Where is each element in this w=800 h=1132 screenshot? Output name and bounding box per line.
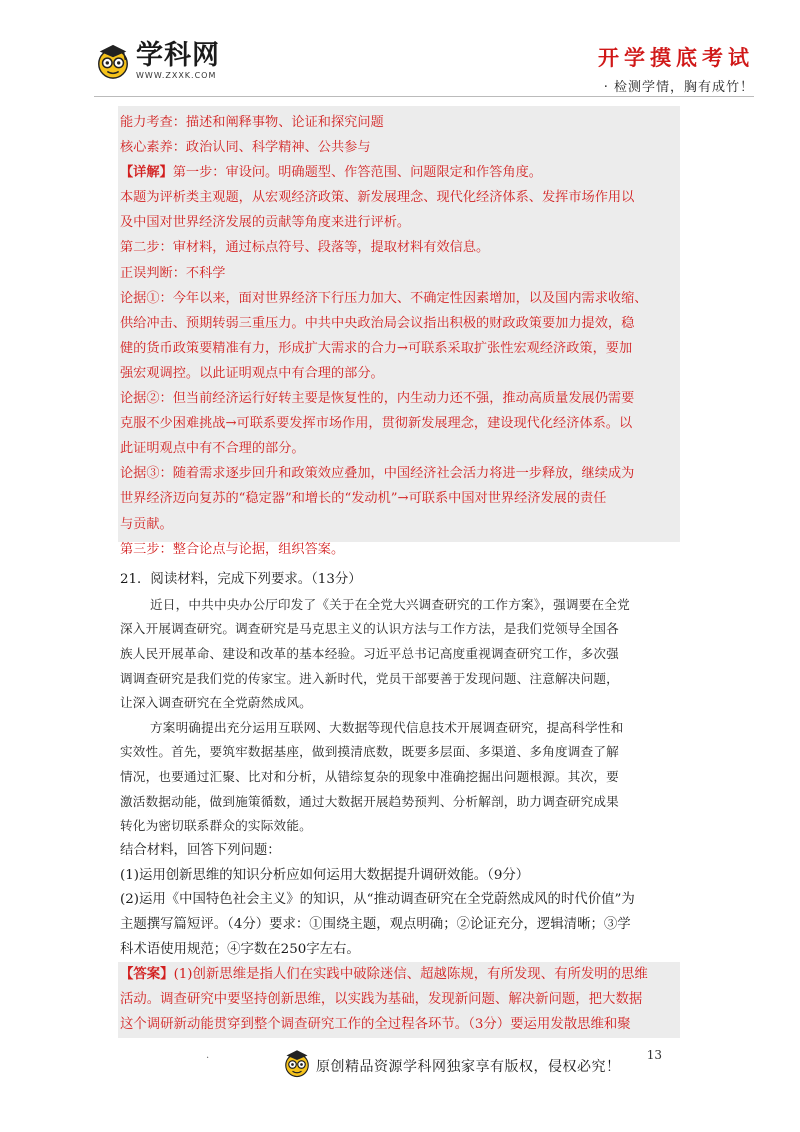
answer-line: 这个调研新动能贯穿到整个调查研究工作的全过程各环节。（3分）要运用发散思维和聚 [120, 1017, 631, 1032]
analysis-line: 此证明观点中有不合理的部分。 [120, 441, 305, 457]
page-number: 13 [646, 1048, 662, 1062]
analysis-line: 第二步：审材料，通过标点符号、段落等，提取材料有效信息。 [120, 240, 490, 256]
detail-tag: 【详解】 [120, 165, 173, 181]
analysis-line: 健的货币政策要精准有力，形成扩大需求的合力→可联系采取扩张性宏观经济政策，要加 [120, 340, 633, 356]
page-footer [0, 1040, 800, 1120]
header-divider [94, 96, 754, 97]
material-line: 转化为密切联系群众的实际效能。 [120, 818, 312, 834]
analysis-line: 论据②：但当前经济运行好转主要是恢复性的，内生动力还不强，推动高质量发展仍需要 [120, 391, 635, 407]
analysis-line: 及中国对世界经济发展的贡献等角度来进行评析。 [120, 215, 411, 231]
analysis-line: 正误判断：不科学 [120, 265, 226, 281]
material-line: 实效性。首先，要筑牢数据基座，做到摸清底数，既要多层面、多渠道、多角度调查了解 [120, 744, 619, 760]
material-line: 激活数据动能，做到施策循数，通过大数据开展趋势预判、分析解剖，助力调查研究成果 [120, 793, 619, 809]
answer-tag: 【答案】 [120, 966, 174, 982]
sub-question-2: 科术语使用规范；④字数在250字左右。 [120, 941, 360, 957]
question-21 [120, 568, 680, 963]
analysis-line: 供给冲击、预期转弱三重压力。中共中央政治局会议指出积极的财政政策要加力提效，稳 [120, 315, 635, 331]
sub-question-2: (2)运用《中国特色社会主义》的知识，从“推动调查研究在全党蔚然成风的时代价值”为 [120, 892, 635, 908]
mascot-icon [94, 42, 132, 80]
question-title: 21．阅读材料，完成下列要求。（13分） [120, 572, 362, 587]
footer-dot: . [206, 1050, 210, 1061]
material-line: 近日，中共中央办公厅印发了《关于在全党大兴调查研究的工作方案》，强调要在全党 [150, 596, 630, 612]
material-line: 方案明确提出充分运用互联网、大数据等现代信息技术开展调查研究，提高科学性和 [150, 719, 624, 735]
slogan-sub: · 检测学情，胸有成竹！ [603, 80, 754, 95]
material-line: 族人民开展革命、建设和改革的基本经验。习近平总书记高度重视调查研究工作，多次强 [120, 645, 619, 661]
analysis-line: 世界经济迈向复苏的“稳定器”和增长的“发动机”→可联系中国对世界经济发展的责任 [120, 491, 607, 507]
mascot-icon [282, 1048, 312, 1078]
analysis-line: 论据①：今年以来，面对世界经济下行压力加大、不确定性因素增加，以及国内需求收缩、 [120, 290, 648, 306]
logo-url: WWW.ZXXK.COM [136, 71, 217, 80]
answer-line [120, 962, 678, 987]
material-line: 情况，也要通过汇聚、比对和分析，从错综复杂的现象中准确挖掘出问题根源。其次，要 [120, 768, 619, 784]
page-header [0, 0, 800, 100]
material-line: 让深入调查研究在全党蔚然成风。 [120, 695, 312, 711]
analysis-line: 第三步：整合论点与论据，组织答案。 [120, 541, 345, 557]
analysis-box [118, 106, 680, 557]
analysis-line: 克服不少困难挑战→可联系要发挥市场作用，贯彻新发展理念，建设现代化经济体系。以 [120, 416, 633, 432]
analysis-line: 论据③：随着需求逐步回升和政策效应叠加，中国经济社会活力将进一步释放，继续成为 [120, 466, 635, 482]
material-line: 调调查研究是我们党的传家宝。进入新时代，党员干部要善于发现问题、注意解决问题， [120, 670, 619, 686]
answer-box [118, 962, 680, 1038]
logo[interactable] [94, 42, 220, 80]
analysis-line: 能力考查：描述和阐释事物、论证和探究问题 [120, 115, 384, 130]
analysis-line [120, 160, 678, 185]
copyright-notice: 原创精品资源学科网独家享有版权，侵权必究！ [316, 1059, 621, 1075]
analysis-line: 与贡献。 [120, 516, 173, 532]
analysis-line: 强宏观调控。以此证明观点中有合理的部分。 [120, 365, 384, 381]
analysis-line-text: 第一步：审设问。明确题型、作答范围、问题限定和作答角度。 [172, 165, 542, 181]
sub-question-2: 主题撰写篇短评。（4分）要求：①围绕主题，观点明确；②论证充分，逻辑清晰；③学 [120, 917, 631, 933]
slogan [598, 42, 754, 95]
analysis-line: 核心素养：政治认同、科学精神、公共参与 [120, 140, 371, 156]
material-line: 深入开展调查研究。调查研究是马克思主义的认识方法与工作方法，是我们党领导全国各 [120, 621, 619, 637]
slogan-main: 开学摸底考试 [598, 46, 754, 70]
sub-question-1: (1)运用创新思维的知识分析应如何运用大数据提升调研效能。（9分） [120, 867, 530, 883]
analysis-line: 本题为评析类主观题，从宏观经济政策、新发展理念、现代化经济体系、发挥市场作用以 [120, 190, 635, 206]
answer-line-text: (1)创新思维是指人们在实践中破除迷信、超越陈规，有所发现、有所发明的思维 [173, 967, 648, 982]
logo-title: 学科网 [136, 40, 220, 71]
question-prompt: 结合材料，回答下列问题： [120, 842, 281, 858]
answer-line: 活动。调查研究中要坚持创新思维，以实践为基础，发现新问题、解决新问题，把大数据 [120, 992, 643, 1007]
